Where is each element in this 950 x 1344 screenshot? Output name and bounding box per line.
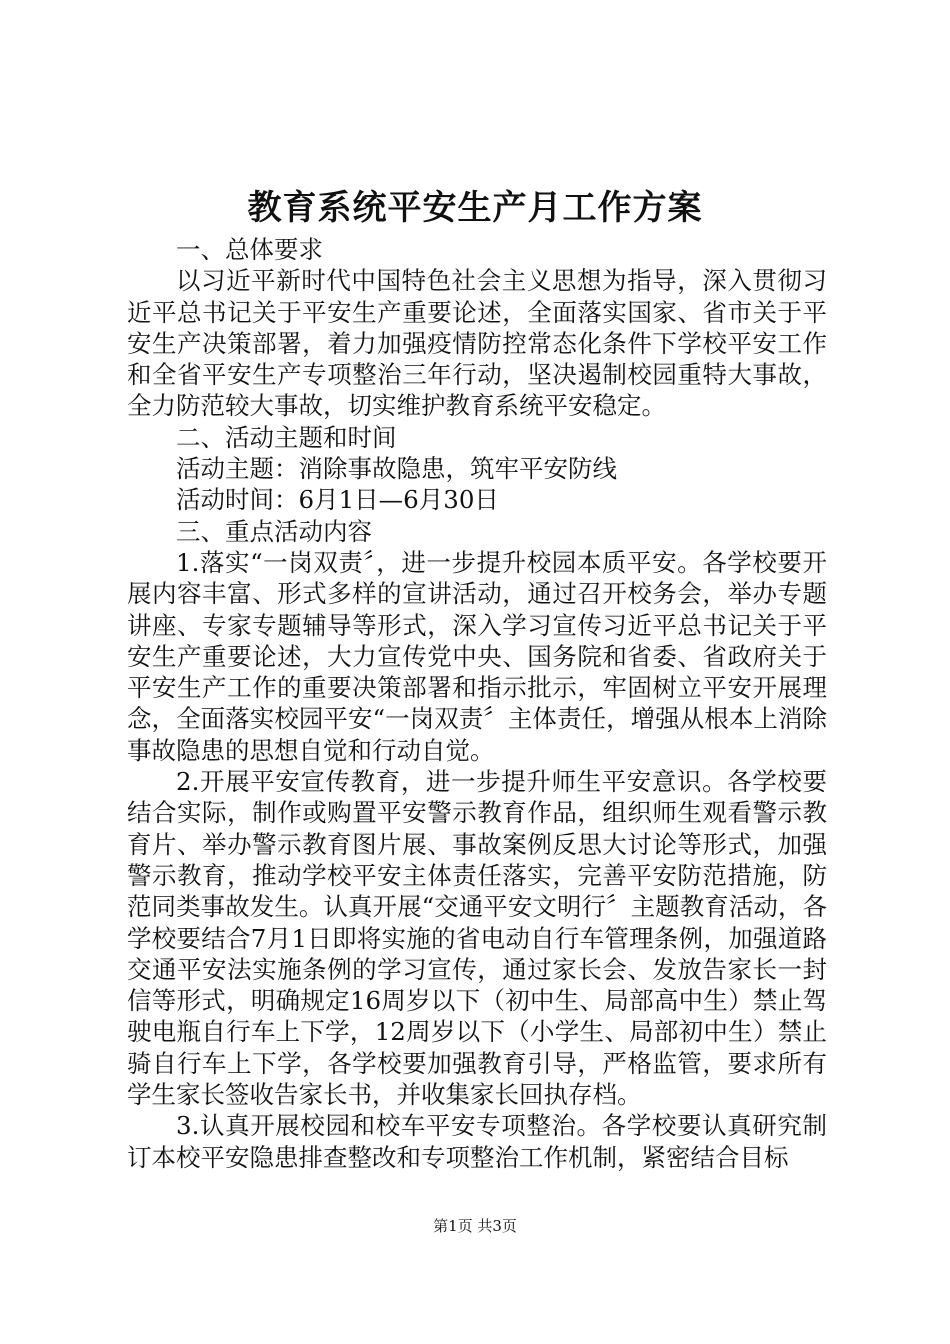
page-number-footer: 第1页 共3页 <box>433 1217 517 1235</box>
paragraph-item-3: 3.认真开展校园和校车平安专项整治。各学校要认真研究制订本校平安隐患排查整改和专项整治工作机制，紧密结合目标 <box>127 1111 827 1172</box>
paragraph-guiding-ideology: 以习近平新时代中国特色社会主义思想为指导，深入贯彻习近平总书记关于平安生产重要论述，全面落实国家、省市关于平安生产决策部署，着力加强疫情防控常态化条件下学校平安工作和全省平安生产专项整治三年行动，坚决遏制校园重特大事故，全力防范较大事故，切实维护教育系统平安稳定。 <box>127 266 827 421</box>
paragraph-item-2: 2.开展平安宣传教育，进一步提升师生平安意识。各学校要结合实际，制作或购置平安警示教育作品，组织师生观看警示教育片、举办警示教育图片展、事故案例反思大讨论等形式，加强警示教育，推动学校平安主体责任落实，完善平安防范措施，防范同类事故发生。认真开展“交通平安文明行〞主题教育活动，各学校要结合7月1日即将实施的省电动自行车管理条例，加强道路交通平安法实施条例的学习宣传，通过家长会、发放告家长一封信等形式，明确规定16周岁以下（初中生、局部高中生）禁止驾驶电瓶自行车上下学，12周岁以下（小学生、局部初中生）禁止骑自行车上下学，各学校要加强教育引导，严格监管，要求所有学生家长签收告家长书，并收集家长回执存档。 <box>127 767 827 1110</box>
document-body <box>127 234 827 1173</box>
paragraph-item-1: 1.落实“一岗双责〞，进一步提升校园本质平安。各学校要开展内容丰富、形式多样的宣讲活动，通过召开校务会，举办专题讲座、专家专题辅导等形式，深入学习宣传习近平总书记关于平安生产重要论述，大力宣传党中央、国务院和省委、省政府关于平安生产工作的重要决策部署和指示批示，牢固树立平安开展理念，全面落实校园平安“一岗双责〞主体责任，增强从根本上消除事故隐患的思想自觉和行动自觉。 <box>127 547 827 765</box>
paragraph-activity-time: 活动时间：6月1日—6月30日 <box>176 485 499 515</box>
section-heading-key-activities: 三、重点活动内容 <box>176 516 372 546</box>
section-heading-theme-and-time: 二、活动主题和时间 <box>176 422 397 452</box>
document-title: 教育系统平安生产月工作方案 <box>247 188 703 228</box>
section-heading-general-requirements: 一、总体要求 <box>176 235 323 264</box>
paragraph-activity-theme: 活动主题：消除事故隐患，筑牢平安防线 <box>176 454 617 484</box>
